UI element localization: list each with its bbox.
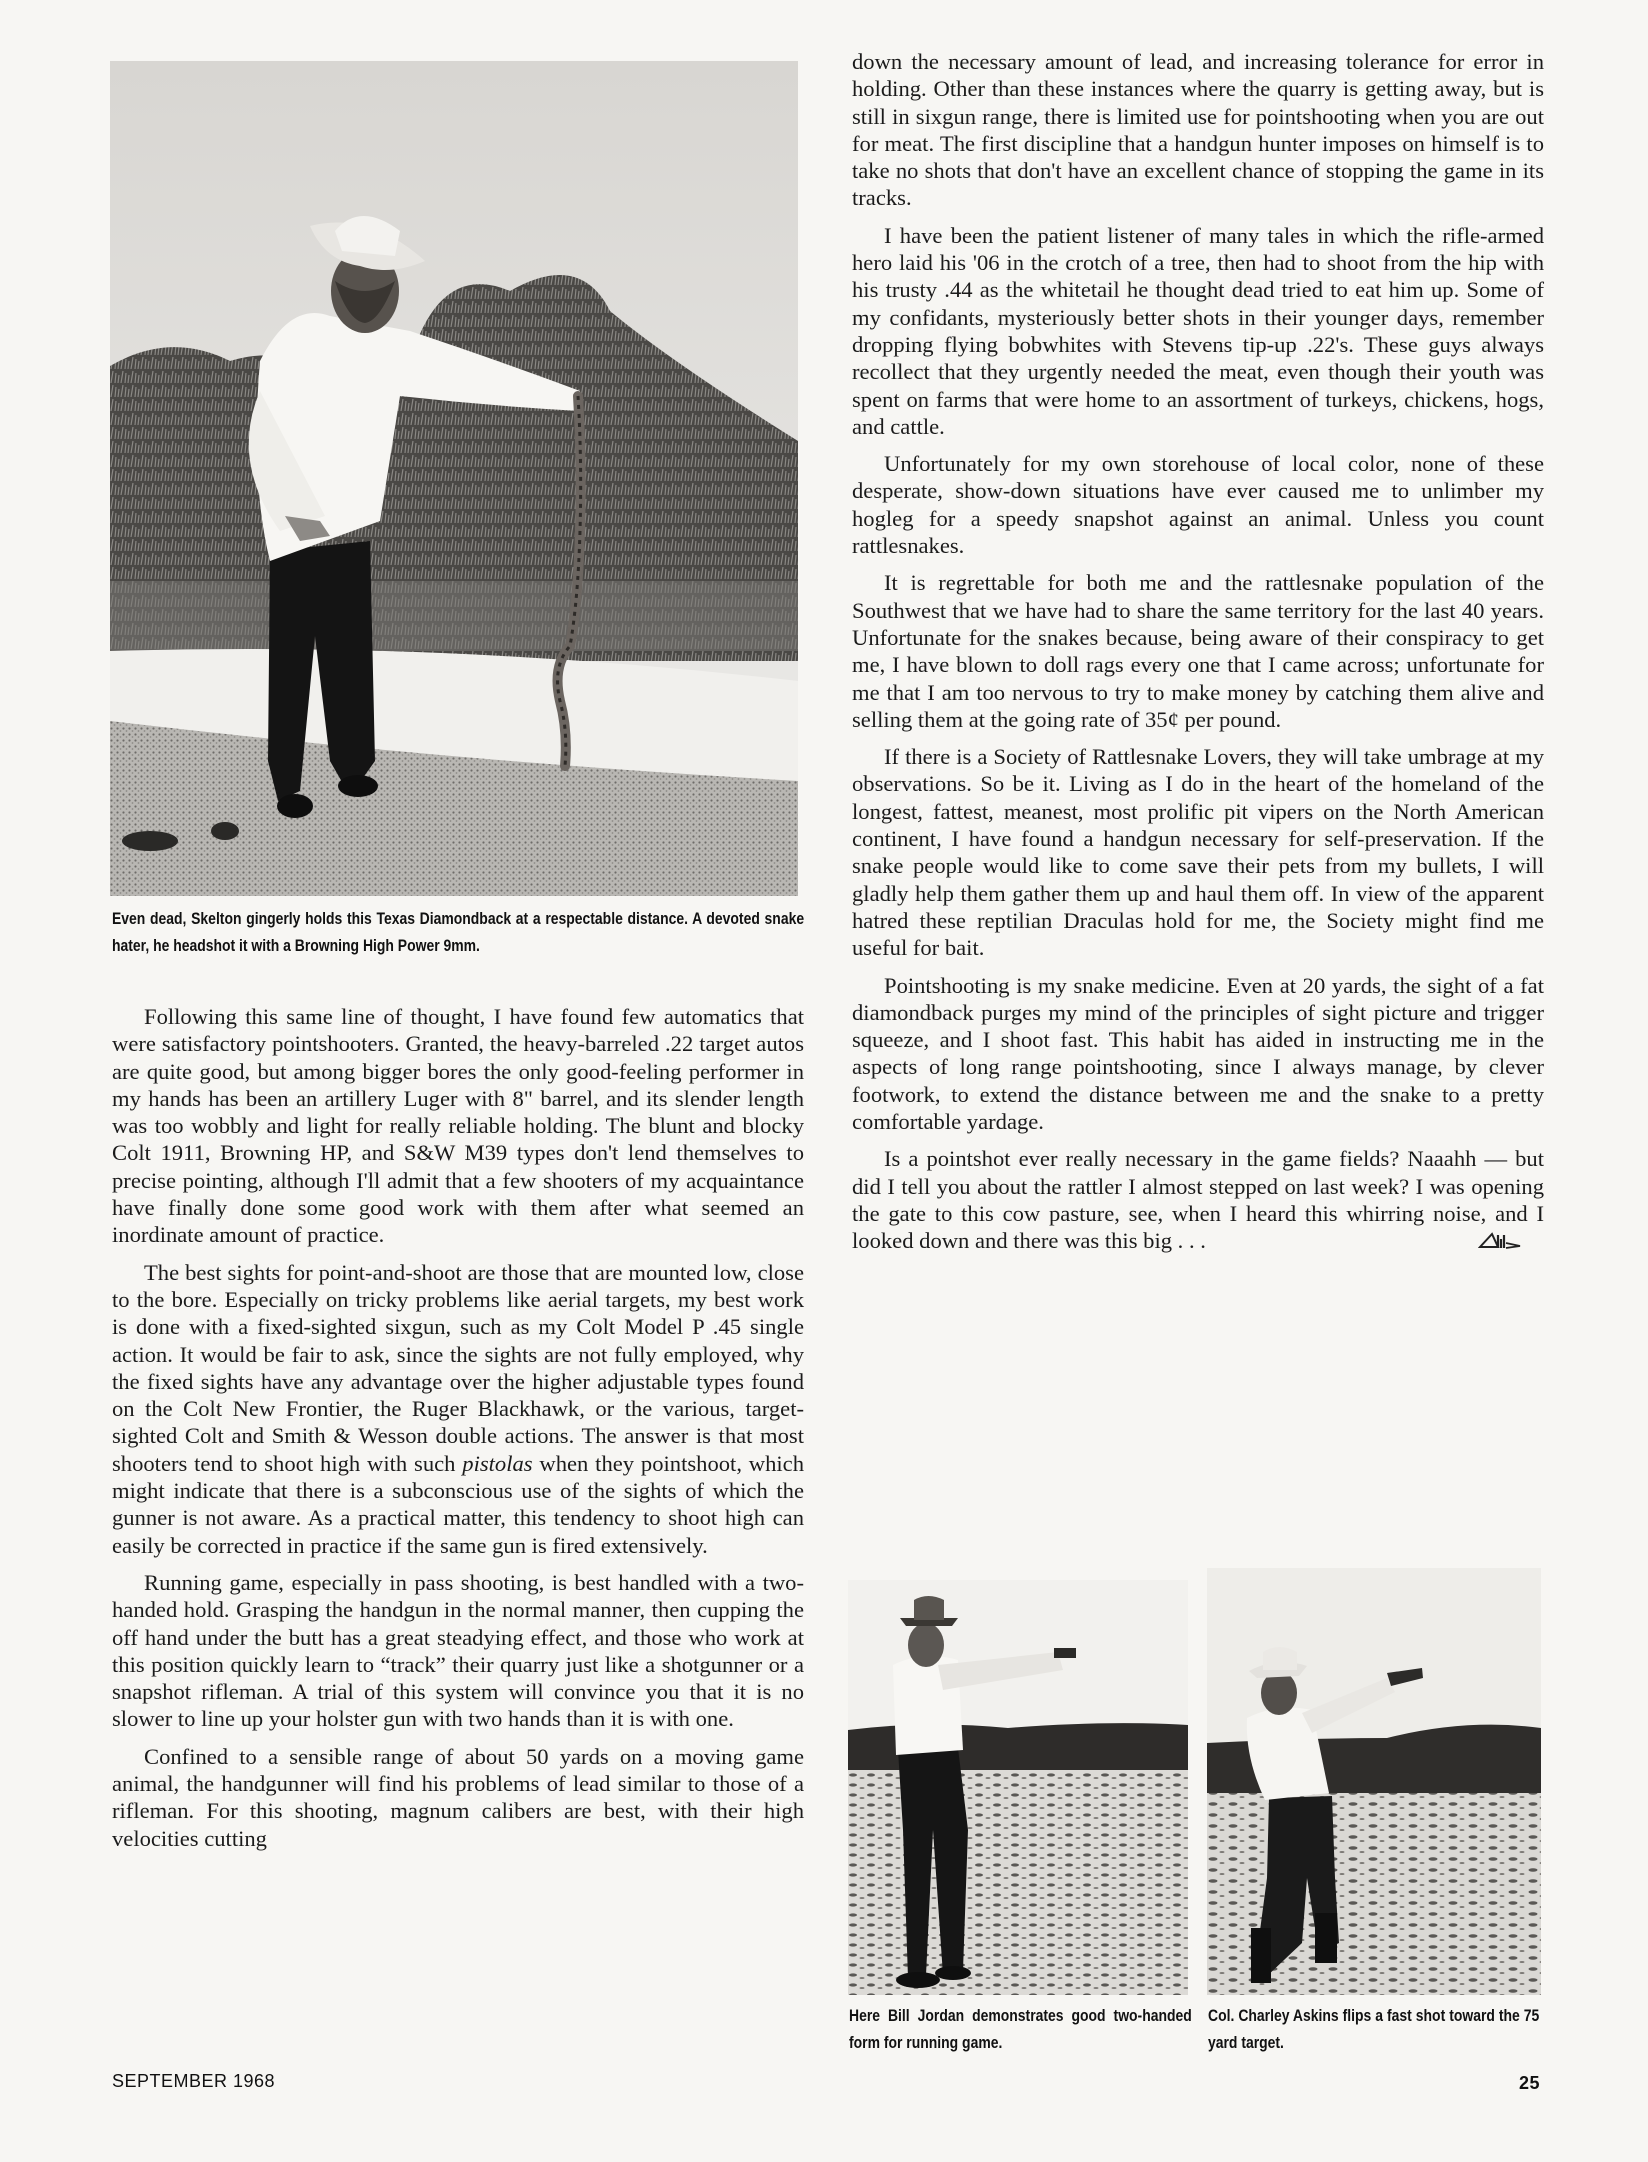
italic-term: pistolas <box>462 1450 533 1476</box>
paragraph: If there is a Society of Rattlesnake Lovers, they will take umbrage at my observations. So be it. Living as I do in the heart of the homeland of the longest, fattest, meanest, most prolific pit vipers on the North American continent, I have found a handgun necessary for self-preservation. If the snake people would like to come save their pets from my bullets, I will gladly help them gather them up and haul them off. In view of the apparent hatred these reptilian Draculas hold for me, the Society might find me useful for bait. <box>852 744 1544 961</box>
paragraph: Confined to a sensible range of about 50 yards on a moving game animal, the handgunner will find his problems of lead similar to those of a rifleman. For this shooting, magnum calibers are best, with their high velocities cutting <box>112 1743 804 1851</box>
paragraph: I have been the patient listener of many tales in which the rifle-armed hero laid his '06 in the crotch of a tree, then had to shoot from the hip with his trusty .44 as the whitetail he thought dead tried to eat him up. Some of my confidants, mysteriously better shots in their younger days, remember dropping flying bobwhites with Stevens tip-up .22's. These guys always recollect that they urgently needed the meat, even though their youth was spent on farms that were home to an assortment of turkeys, chickens, hogs, and cattle. <box>852 222 1544 439</box>
photo-caption-snake: Even dead, Skelton gingerly holds this Texas Diamondback at a respectable distance. A devoted snake hater, he headshot it with a Browning High Power 9mm. <box>112 909 805 955</box>
article-column-right <box>852 48 1544 1254</box>
paragraph <box>112 1259 804 1559</box>
paragraph: Following this same line of thought, I have found few automatics that were satisfactory pointshooters. Granted, the heavy-barreled .22 target autos are quite good, but among bigger bores the only good-feeling performer in my hands has been an artillery Luger with 8" barrel, and its slender length was too wobbly and light for really reliable holding. The blunt and blocky Colt 1911, Browning HP, and S&W M39 types don't lend themselves to precise pointing, although I'll admit that a few shooters of my acquaintance have finally done some good work with them after what seemed an inordinate amount of practice. <box>112 1004 804 1248</box>
photo-caption-jordan: Here Bill Jordan demonstrates good two-handed form for running game. <box>849 2006 1192 2052</box>
photo-bill-jordan <box>848 1580 1188 1995</box>
paragraph: It is regrettable for both me and the rattlesnake population of the Southwest that we have had to share the same territory for the last 40 years. Unfortunate for the snakes because, being aware of their conspiracy to get me, I have blown to doll rags every one that I came across; unfortunate for me that I am too nervous to try to make money by catching them alive and selling them at the going rate of 35¢ per pound. <box>852 570 1544 732</box>
paragraph-text: Is a pointshot ever really necessary in the game fields? Naaahh — but did I tell you about the rattler I almost stepped on last week? I was opening the gate to this cow pasture, see, when I heard this whirring noise, and I looked down and there was this big . . . <box>852 1146 1544 1254</box>
photo-askins-image <box>1207 1568 1541 1995</box>
article-column-left <box>112 1003 804 1852</box>
photo-snake-image <box>110 61 798 896</box>
paragraph: down the necessary amount of lead, and increasing tolerance for error in holding. Other than these instances where the quarry is getting away, but is still in sixgun range, there is limited use for pointshooting when you are out for meat. The first discipline that a handgun hunter imposes on himself is to take no shots that don't have an excellent chance of stopping the game in its tracks. <box>852 49 1544 211</box>
paragraph-text: The best sights for point-and-shoot are those that are mounted low, close to the bore. Especially on tricky problems like aerial targets, my best work is done with a fixed-sighted sixgun, such as my Colt Model P .45 single action. It would be fair to ask, since the sights are not fully employed, why the fixed sights have any advantage over the higher adjustable types found on the Colt New Frontier, the Ruger Blackhawk, or the various, target-sighted Colt and Smith & Wesson double actions. The answer is that most shooters tend to shoot high with such <box>112 1259 804 1476</box>
photo-jordan-image <box>848 1580 1188 1995</box>
paragraph-text: when they pointshoot, which might indicate that there is a subconscious use of the sights of which the gunner is not aware. As a practical matter, this tendency to shoot high can easily be corrected in practice if the same gun is fired extensively. <box>112 1450 805 1558</box>
paragraph <box>852 1145 1544 1254</box>
paragraph: Running game, especially in pass shooting, is best handled with a two-handed hold. Grasping the handgun in the normal manner, then cupping the off hand under the butt has a great steadying effect, and those who work at this position quickly learn to “track” their quarry just like a shotgunner or a snapshot rifleman. A trial of this system will convince you that it is no slower to line up your holster gun with two hands than it is with one. <box>112 1569 804 1732</box>
footer-date: SEPTEMBER 1968 <box>112 2071 276 2091</box>
photo-charley-askins <box>1207 1568 1541 1995</box>
paragraph: Pointshooting is my snake medicine. Even at 20 yards, the sight of a fat diamondback purges my mind of the principles of sight picture and trigger squeeze, and I shoot fast. This habit has aided in instructing me in the aspects of long range pointshooting, since I always manage, by clever footwork, to extend the distance between me and the snake to a pretty comfortable yardage. <box>852 972 1544 1134</box>
photo-caption-askins: Col. Charley Askins flips a fast shot toward the 75 yard target. <box>1208 2006 1540 2052</box>
paragraph: Unfortunately for my own storehouse of local color, none of these desperate, show-down situations have ever caused me to unlimber my hogleg for a speedy snapshot against an animal. Unless you count rattlesnakes. <box>852 451 1544 559</box>
page-number: 25 <box>1519 2073 1541 2093</box>
photo-snake-skelton <box>110 61 798 896</box>
end-of-article-icon <box>1478 1231 1522 1251</box>
